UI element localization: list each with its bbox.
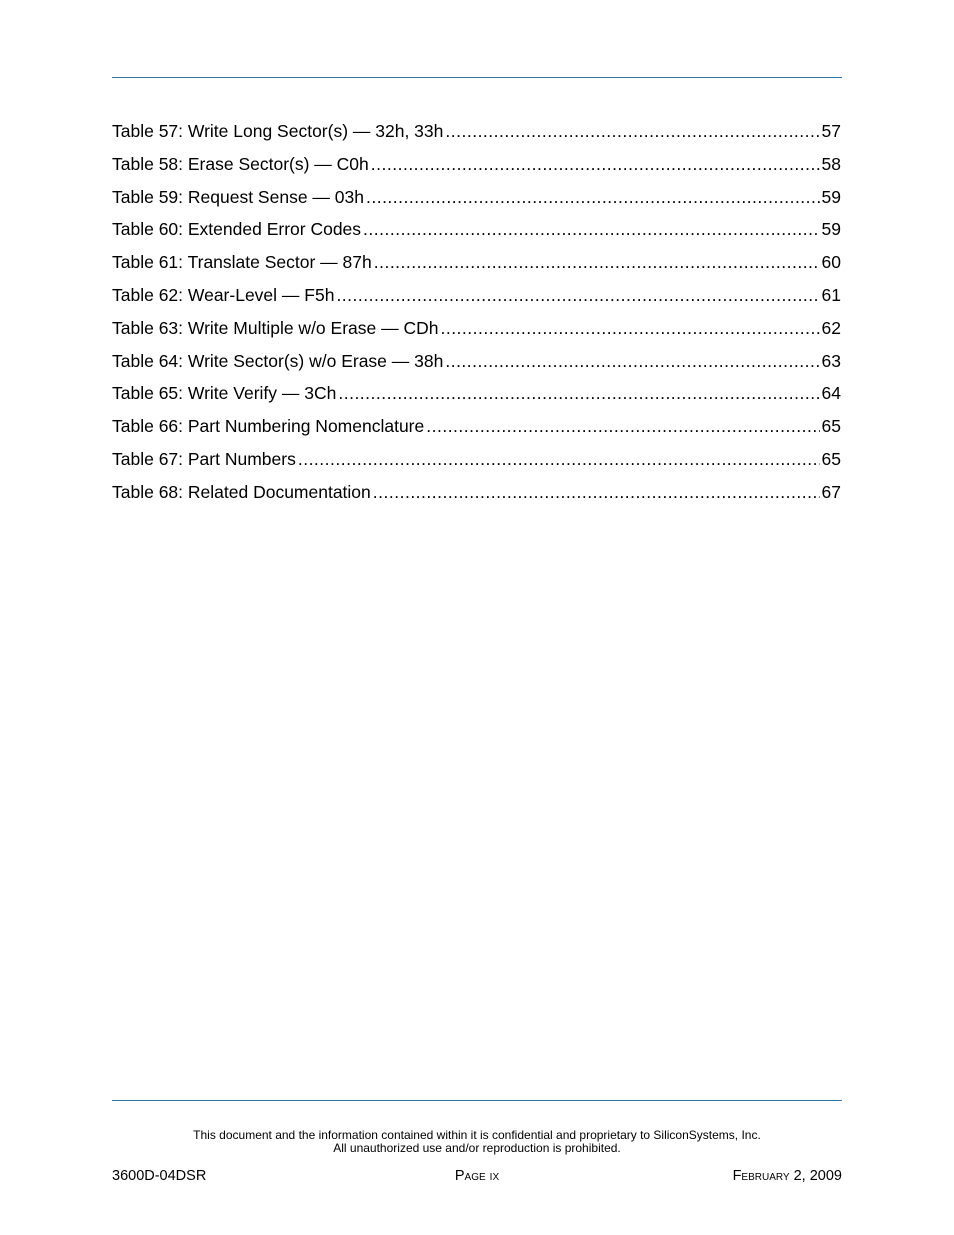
toc-entry-title: Table 58: Erase Sector(s) — C0h <box>112 153 369 174</box>
toc-entry-page: 61 <box>821 284 841 305</box>
toc-dot-leader <box>298 446 820 472</box>
toc-dot-leader <box>366 184 820 210</box>
document-date: February 2, 2009 <box>732 1168 842 1184</box>
toc-dot-leader <box>373 479 820 505</box>
toc-dot-leader <box>440 315 819 341</box>
toc-entry-page: 57 <box>821 121 841 141</box>
toc-dot-leader <box>426 413 819 439</box>
page-number: Page ix <box>454 1168 500 1184</box>
toc-entry[interactable] <box>112 151 841 184</box>
toc-dot-leader <box>445 348 819 374</box>
page-footer <box>112 1167 842 1185</box>
toc-entry[interactable] <box>112 413 841 446</box>
toc-dot-leader <box>363 216 819 242</box>
toc-entry-title: Table 64: Write Sector(s) w/o Erase — 38h <box>112 350 444 371</box>
header-rule <box>112 77 842 78</box>
confidentiality-notice <box>112 1129 842 1154</box>
toc-entry-page: 62 <box>821 317 841 338</box>
footer-rule <box>112 1100 842 1101</box>
toc-entry-title: Table 68: Related Documentation <box>112 481 371 502</box>
toc-entry-page: 64 <box>821 383 841 404</box>
confidentiality-line: This document and the information contained within it is confidential and proprietary to SiliconSystems, Inc. <box>193 1128 761 1142</box>
toc-entry-title: Table 63: Write Multiple w/o Erase — CDh <box>112 317 439 338</box>
toc-entry-page: 58 <box>821 153 841 174</box>
toc-entry-title: Table 65: Write Verify — 3Ch <box>112 383 337 404</box>
toc-entry-page: 65 <box>821 448 841 469</box>
document-id: 3600D-04DSR <box>112 1168 207 1184</box>
toc-entry[interactable] <box>112 446 841 479</box>
toc-entry-page: 65 <box>821 416 841 437</box>
toc-entry[interactable] <box>112 348 841 381</box>
toc-entry[interactable] <box>112 216 841 249</box>
toc-entry-title: Table 60: Extended Error Codes <box>112 219 362 240</box>
toc-entry-title: Table 57: Write Long Sector(s) — 32h, 33h <box>112 121 444 141</box>
toc-entry[interactable] <box>112 184 841 217</box>
table-of-contents <box>112 118 841 512</box>
toc-entry-page: 59 <box>821 219 841 240</box>
toc-entry-title: Table 59: Request Sense — 03h <box>112 186 364 207</box>
toc-dot-leader <box>338 380 819 406</box>
toc-entry-page: 63 <box>821 350 841 371</box>
toc-entry[interactable] <box>112 315 841 348</box>
toc-entry-page: 67 <box>821 481 841 502</box>
toc-entry[interactable] <box>112 479 841 512</box>
toc-entry-title: Table 62: Wear-Level — F5h <box>112 284 335 305</box>
toc-entry[interactable] <box>112 118 841 151</box>
confidentiality-line: All unauthorized use and/or reproduction is prohibited. <box>333 1140 621 1155</box>
toc-entry-title: Table 66: Part Numbering Nomenclature <box>112 416 425 437</box>
toc-entry-title: Table 67: Part Numbers <box>112 448 296 469</box>
toc-entry-title: Table 61: Translate Sector — 87h <box>112 252 372 273</box>
toc-entry-page: 60 <box>821 252 841 273</box>
toc-entry[interactable] <box>112 380 841 413</box>
toc-entry-page: 59 <box>821 186 841 207</box>
toc-dot-leader <box>445 118 819 144</box>
toc-entry[interactable] <box>112 282 841 315</box>
toc-entry[interactable] <box>112 249 841 282</box>
toc-dot-leader <box>371 151 820 177</box>
toc-dot-leader <box>336 282 819 308</box>
toc-dot-leader <box>374 249 820 275</box>
